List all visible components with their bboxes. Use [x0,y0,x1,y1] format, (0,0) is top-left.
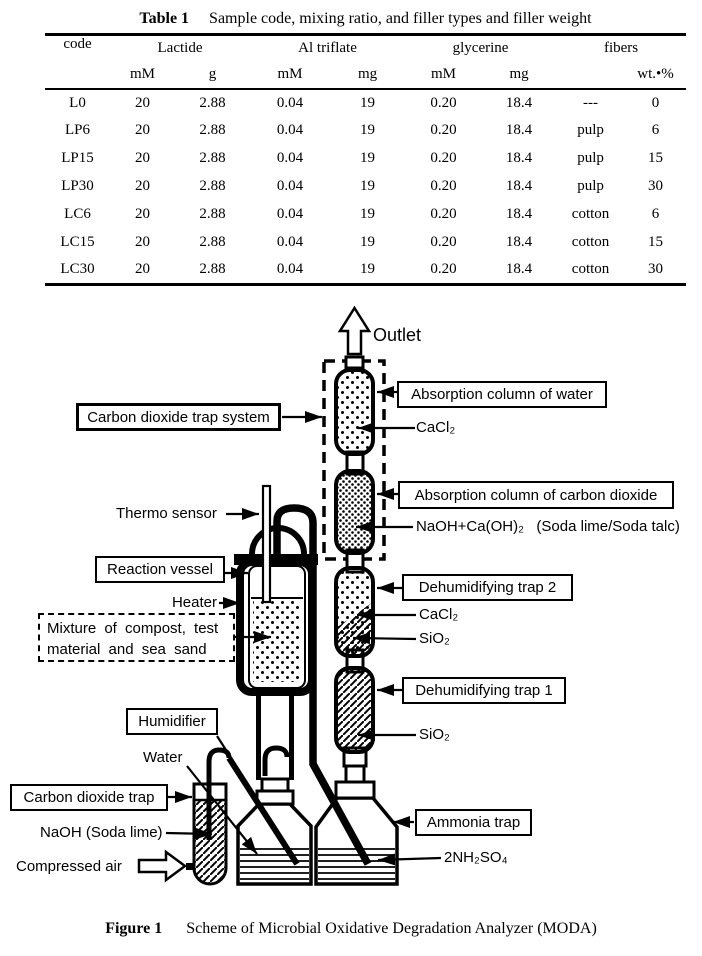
cell: 6 [651,122,660,138]
mixture-label-line2: material and sea sand [47,641,207,658]
table-title-text: Sample code, mixing ratio, and filler types and filler weight [209,10,592,27]
cell: 0 [651,94,660,111]
cell: cotton [571,206,610,222]
cell: 0.04 [276,261,304,278]
cell: 18.4 [505,178,533,194]
unit: mg [357,66,378,82]
thermo-sensor-label: Thermo sensor [116,505,217,522]
cell: 30 [648,178,664,194]
cell: 18.4 [505,234,533,250]
cell: pulp [577,122,604,138]
cell: 0.20 [430,94,457,111]
col-glycerine: glycerine [452,40,509,57]
cell: 19 [360,94,376,111]
humidifier-label: Humidifier [126,708,218,735]
cell: L0 [69,94,86,111]
cell: 20 [135,178,150,194]
cell: cotton [571,261,610,278]
col-code: code [63,36,92,52]
cell: 19 [360,122,376,138]
cell: 20 [135,122,150,138]
cell: 0.04 [276,150,304,166]
cell: 19 [360,206,376,222]
cell: --- [583,94,599,111]
cell: 0.04 [276,178,304,194]
dehumidifying-trap-1-label: Dehumidifying trap 1 [402,677,566,704]
cell: 0.04 [276,234,304,250]
figure-caption-label: Figure 1 [105,920,163,937]
cell: LP6 [64,122,90,138]
naoh-caoh2-label: NaOH+Ca(OH)₂ (Soda lime/Soda talc) [416,518,680,535]
unit: g [208,66,217,82]
co2-trap-system-label: Carbon dioxide trap system [76,403,281,431]
cell: 18.4 [505,122,533,138]
cell: 30 [648,261,664,278]
col-lactide: Lactide [157,40,203,57]
cell: cotton [571,234,610,250]
cell: 0.04 [276,94,304,111]
cell: 19 [360,150,376,166]
cell: 0.04 [276,206,304,222]
mixture-label-line1: Mixture of compost, test [47,620,219,637]
cell: 18.4 [505,94,533,111]
cell: 0.04 [276,122,304,138]
cell: 20 [135,150,150,166]
cell: 20 [135,234,150,250]
unit: mM [277,66,303,82]
cell: 18.4 [505,206,533,222]
reaction-vessel-label: Reaction vessel [95,556,225,583]
cell: 20 [135,261,150,278]
nh2so4-label: 2NH₂SO₄ [444,849,508,866]
cell: 0.20 [430,261,457,278]
ammonia-trap-label: Ammonia trap [415,809,532,836]
compressed-air-arrow-icon [139,852,185,880]
cell: 15 [648,150,664,166]
cell: 0.20 [430,178,457,194]
cell: 18.4 [505,261,533,278]
cell: 2.88 [199,150,226,166]
cell: 19 [360,234,376,250]
figure-caption [0,920,702,938]
cell: 19 [360,178,376,194]
table-label: Table 1 [139,10,190,27]
unit: mg [509,66,529,82]
absorption-column-co2 [336,471,373,553]
heater-label: Heater [171,594,217,611]
co2-trap-cylinder [186,784,226,886]
cell: 20 [135,94,150,111]
outlet-arrow-icon [340,308,369,368]
cell: LP15 [61,150,94,166]
sio2-low-label: SiO₂ [419,726,450,743]
co2-trap-label: Carbon dioxide trap [10,784,168,811]
cell: 6 [651,206,660,222]
figure-caption-text: Scheme of Microbial Oxidative Degradation Analyzer (MODA) [186,920,597,937]
dehumidifying-trap-1-column [336,668,373,752]
cell: LC15 [60,234,95,250]
cell: 2.88 [199,261,226,278]
cell: 15 [648,234,664,250]
cell: LC30 [60,261,95,278]
dehumidifying-trap-2-label: Dehumidifying trap 2 [402,574,573,601]
cell: pulp [577,178,604,194]
ammonia-trap-flask [316,766,397,884]
cacl2-top-label: CaCl₂ [416,419,456,436]
absorption-column-water [336,370,373,454]
sio2-mid-label: SiO₂ [419,630,450,647]
col-al-triflate: Al triflate [298,40,357,57]
unit: wt.•% [637,66,674,82]
cell: 0.20 [430,122,457,138]
cell: LP30 [61,178,94,194]
absorption-co2-label: Absorption column of carbon dioxide [398,481,674,509]
cell: 20 [135,206,150,222]
humidifier-hook-tube [265,748,287,776]
unit: mM [431,66,457,82]
unit: mM [129,66,155,82]
cell: 2.88 [199,178,226,194]
cell: pulp [577,150,604,166]
cell: 19 [360,261,376,278]
cell: 2.88 [199,206,226,222]
mixture-label-box [38,613,235,662]
cell: 2.88 [199,122,226,138]
water-label: Water [143,749,183,766]
cell: 0.20 [430,150,457,166]
cell: 0.20 [430,234,457,250]
absorption-water-label: Absorption column of water [397,381,607,408]
outlet-label: Outlet [373,325,422,345]
cell: LC6 [64,206,91,222]
cell: 2.88 [199,94,226,111]
cell: 18.4 [505,150,533,166]
compressed-air-label: Compressed air [16,858,122,875]
col-fibers: fibers [603,40,639,57]
cell: 0.20 [430,206,457,222]
cacl2-mid-label: CaCl₂ [419,606,459,623]
dehumidifying-trap-2-column [336,568,373,656]
thermo-sensor-tube [263,486,270,602]
naoh-sodalime-label: NaOH (Soda lime) [40,824,163,841]
cell: 2.88 [199,234,226,250]
